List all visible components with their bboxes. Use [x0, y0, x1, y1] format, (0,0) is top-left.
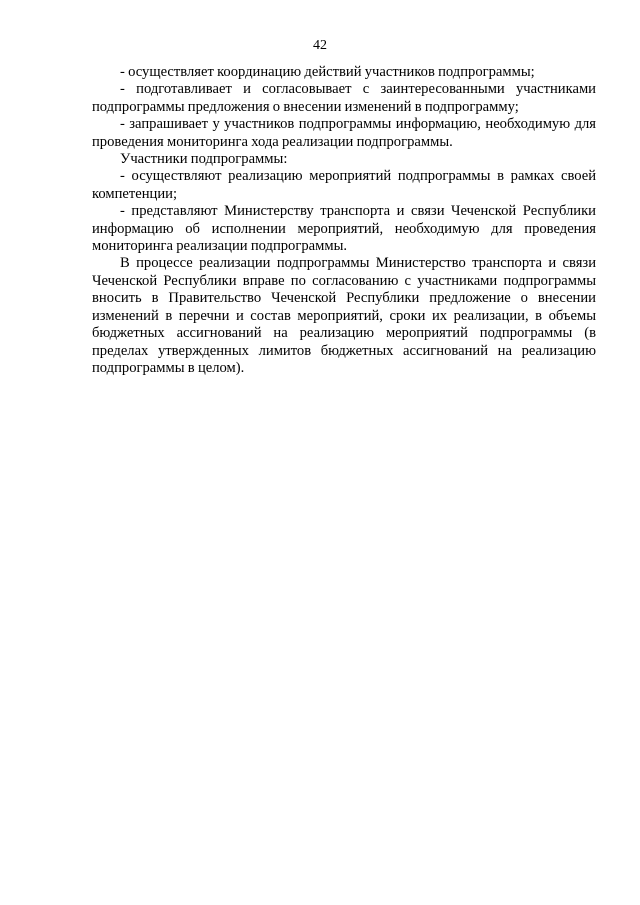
paragraph-coordination: - осуществляет координацию действий участников подпрограммы; — [120, 64, 535, 80]
page-number: 42 — [313, 38, 327, 53]
document-body — [92, 64, 596, 377]
paragraph-request-information: - запрашивает у участников подпрограммы информацию, необходимую для проведения мониторинга хода реализации подпрограммы. — [92, 116, 596, 150]
paragraph-amendment-proposals: В процессе реализации подпрограммы Министерство транспорта и связи Чеченской Республики вправе по согласованию с участниками подпрограммы вносить в Правительство Чеченской Республики предложение о внесении изменений в перечни и состав мероприятий, сроки их реализации, в объемы бюджетных ассигнований на реализацию мероприятий подпрограммы (в пределах утвержденных лимитов бюджетных ассигнований на реализацию подпрограммы в целом). — [92, 255, 596, 376]
paragraph-participants-heading: Участники подпрограммы: — [120, 151, 288, 168]
paragraph-participants-implement: - осуществляют реализацию мероприятий подпрограммы в рамках своей компетенции; — [92, 168, 596, 202]
paragraph-prepare-proposals: - подготавливает и согласовывает с заинтересованными участниками подпрограммы предложения о внесении изменений в подпрограмму; — [92, 81, 596, 115]
paragraph-participants-report: - представляют Министерству транспорта и связи Чеченской Республики информацию об исполнении мероприятий, необходимую для проведения мониторинга реализации подпрограммы. — [92, 203, 596, 255]
